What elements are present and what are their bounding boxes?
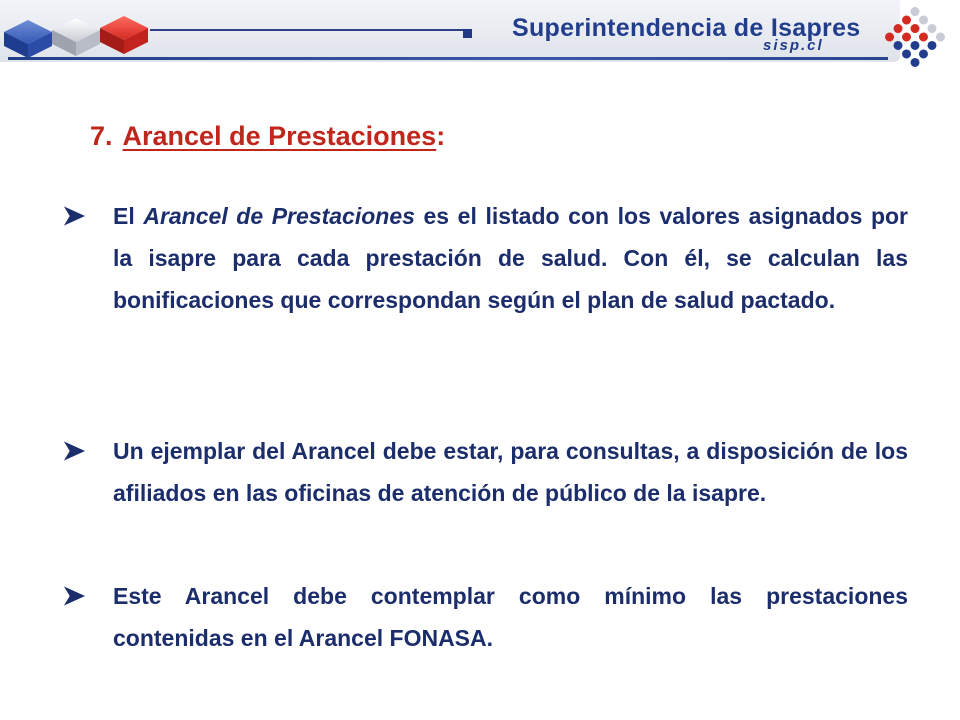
banner-bottom-rule — [8, 57, 888, 60]
header-banner — [0, 0, 960, 72]
red-cube-icon — [100, 16, 148, 54]
cubes-logo-icon — [2, 6, 152, 62]
section-title — [90, 121, 445, 152]
diamond-dots-logo-icon — [872, 4, 958, 70]
organization-name: Superintendencia de Isapres — [512, 14, 861, 42]
organization-website: sisp.cl — [763, 37, 824, 54]
bullet-text-emphasis: Arancel de Prestaciones — [143, 203, 415, 229]
section-number: 7. — [90, 121, 113, 151]
arrowhead-bullet-icon — [60, 205, 86, 227]
section-title-text: Arancel de Prestaciones — [122, 121, 437, 151]
bullet-item — [113, 195, 908, 321]
arrowhead-bullet-icon — [60, 585, 86, 607]
banner-thin-rule — [150, 29, 468, 31]
arrowhead-bullet-icon — [60, 440, 86, 462]
bullet-item: Un ejemplar del Arancel debe estar, para consultas, a disposición de los afiliados en las oficinas de atención de público de la isapre. — [113, 438, 908, 506]
silver-cube-icon — [52, 18, 100, 56]
bullet-text-after: es el listado con los valores asignados por la isapre para cada prestación de salud. Con él, se calculan las bonificaciones que correspondan según el plan de salud pactado. — [113, 203, 908, 313]
bullet-item: Este Arancel debe contemplar como mínimo las prestaciones contenidas en el Arancel FONASA. — [113, 583, 908, 651]
section-title-colon: : — [436, 121, 446, 151]
bullet-text-before: El — [113, 203, 144, 229]
blue-cube-icon — [4, 20, 52, 58]
banner-square-icon — [463, 29, 472, 38]
